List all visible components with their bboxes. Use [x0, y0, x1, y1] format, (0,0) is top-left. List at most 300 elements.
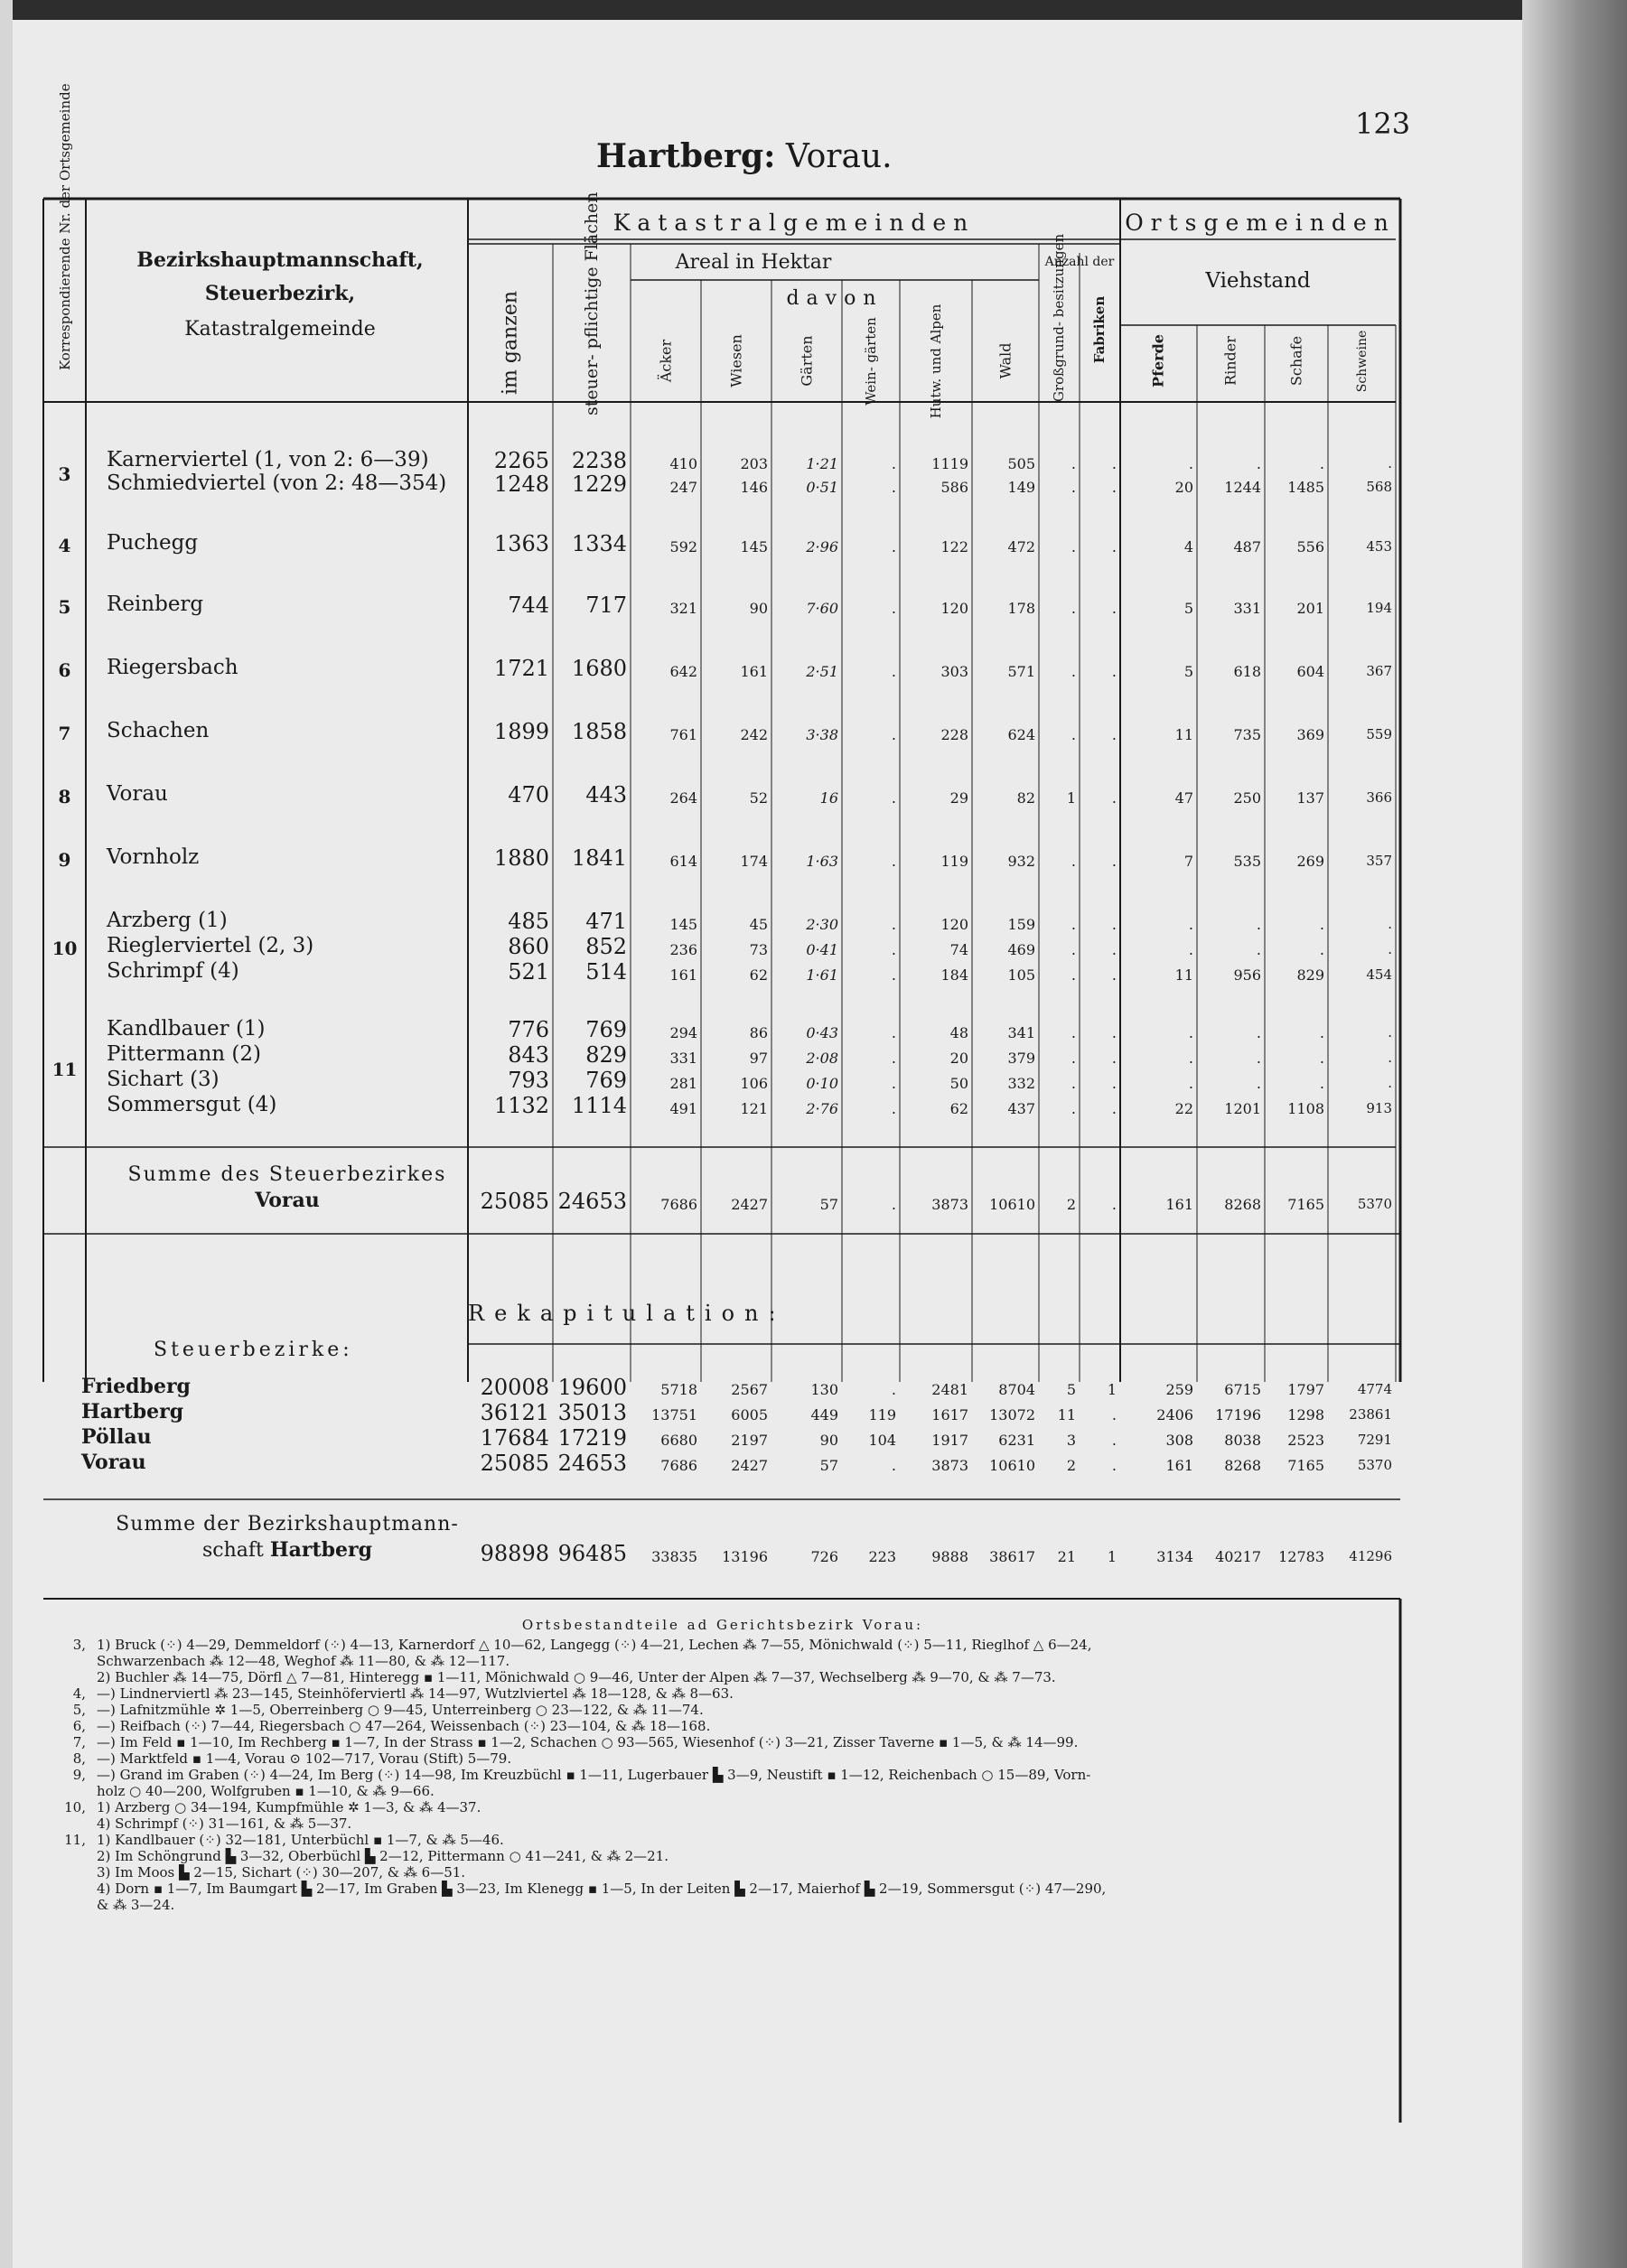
rekap-cell: 2406	[1156, 1406, 1193, 1423]
note-line	[50, 1734, 1396, 1750]
summe-cell: .	[1111, 1196, 1117, 1213]
bh-cell: 33835	[651, 1548, 697, 1565]
wald-header: Wald	[996, 342, 1015, 379]
table-cell: 472	[1007, 538, 1035, 555]
rekap-cell: 5718	[660, 1381, 697, 1398]
table-cell: .	[891, 726, 896, 743]
bh-label-2	[107, 1538, 468, 1562]
table-cell: 521	[508, 959, 549, 985]
table-cell: 1244	[1224, 479, 1261, 496]
table-cell: 178	[1007, 600, 1035, 617]
note-line	[50, 1783, 1396, 1799]
rekap-cell: 90	[819, 1432, 838, 1449]
rekap-cell: 7165	[1287, 1457, 1324, 1474]
table-cell: .	[1256, 916, 1261, 933]
weingaerten-header: Wein- gärten	[863, 317, 879, 406]
table-cell: .	[1111, 1100, 1117, 1117]
table-cell: 485	[508, 909, 549, 934]
rekap-cell: 23861	[1349, 1406, 1392, 1423]
table-cell: 717	[585, 593, 627, 618]
table-cell: .	[1111, 941, 1117, 958]
rekap-cell: 3873	[931, 1457, 968, 1474]
table-cell: 86	[749, 1024, 768, 1041]
note-line	[50, 1750, 1396, 1767]
table-cell: 161	[669, 966, 697, 984]
table-cell: 62	[949, 1100, 968, 1117]
table-cell: 122	[940, 538, 968, 555]
table-cell: .	[1188, 1075, 1193, 1092]
davon-header: davon	[786, 287, 884, 310]
table-cell: 11	[1174, 726, 1193, 743]
im-ganzen-header: im ganzen	[499, 290, 522, 395]
table-cell: .	[1319, 1050, 1324, 1067]
schweine-header: Schweine	[1355, 330, 1370, 392]
rekap-cell: 35013	[557, 1400, 627, 1425]
table-cell: 332	[1007, 1075, 1035, 1092]
table-cell: 556	[1296, 538, 1324, 555]
table-cell: .	[891, 1100, 896, 1117]
note-key: 3,	[72, 1637, 86, 1653]
table-cell: .	[891, 1024, 896, 1041]
table-cell: 1363	[493, 531, 549, 556]
row-nr: 3	[58, 463, 71, 485]
rekap-cell: 17684	[480, 1425, 549, 1451]
rekap-cell: 19600	[557, 1375, 627, 1400]
table-cell: 20	[1174, 479, 1193, 496]
table-cell: .	[891, 853, 896, 870]
rekap-cell: 1617	[931, 1406, 968, 1423]
table-cell: 161	[740, 663, 768, 680]
table-cell: 860	[508, 934, 549, 959]
bezirk-header-2: Steuerbezirk,	[204, 282, 356, 305]
note-line	[50, 1881, 1396, 1897]
note-line	[50, 1685, 1396, 1702]
table-cell: 2·76	[806, 1100, 838, 1117]
table-cell: .	[1071, 1024, 1076, 1041]
rekap-cell: 11	[1057, 1406, 1076, 1423]
table-cell: .	[1071, 1050, 1076, 1067]
table-cell: 50	[949, 1075, 968, 1092]
table-cell: 242	[740, 726, 768, 743]
table-cell: .	[1111, 966, 1117, 984]
footnotes	[50, 1617, 1396, 1913]
note-line	[50, 1767, 1396, 1783]
rekap-cell: .	[891, 1381, 896, 1398]
summe-cell: 10610	[989, 1196, 1035, 1213]
rekap-cell: 20008	[480, 1375, 549, 1400]
table-cell: 1119	[931, 455, 968, 472]
steuer-header: steuer- pflichtige Flächen	[582, 191, 602, 415]
rekap-cell: 13751	[651, 1406, 697, 1423]
rekap-cell: 161	[1165, 1457, 1193, 1474]
orts-header: Ortsgemeinden	[1125, 210, 1396, 236]
table-cell: 1132	[493, 1093, 549, 1118]
note-line	[50, 1669, 1396, 1685]
rekap-cell: 3	[1066, 1432, 1076, 1449]
note-line	[50, 1653, 1396, 1669]
bh-cell: 41296	[1349, 1548, 1392, 1564]
table-cell: .	[1388, 1050, 1392, 1066]
summe-cell: 7165	[1287, 1196, 1324, 1213]
table-cell: .	[1388, 455, 1392, 471]
bh-cell: 1	[1107, 1548, 1117, 1565]
table-cell: 146	[740, 479, 768, 496]
korr-nr-header: Korrespondierende Nr. der Ortsgemeinde	[57, 83, 73, 370]
table-cell: .	[1388, 1024, 1392, 1041]
rekap-cell: 17196	[1215, 1406, 1261, 1423]
table-cell: 1841	[571, 845, 627, 871]
rekap-cell: 13072	[989, 1406, 1035, 1423]
table-cell: 47	[1174, 789, 1193, 807]
rekap-cell: 1	[1107, 1381, 1117, 1398]
bh-cell: 98898	[480, 1541, 549, 1566]
table-cell: .	[1071, 600, 1076, 617]
table-cell: 829	[585, 1042, 627, 1068]
note-key: 9,	[72, 1767, 86, 1783]
table-cell: 48	[949, 1024, 968, 1041]
note-text: holz ○ 40—200, Wolfgruben ▪ 1—10, & ⁂ 9—66.	[97, 1783, 435, 1799]
table-cell: .	[1188, 1050, 1193, 1067]
hutw-header: Hutw. und Alpen	[928, 303, 944, 419]
table-cell: 586	[940, 479, 968, 496]
note-text: 1) Arzberg ○ 34—194, Kumpfmühle ✲ 1—3, & ⁂ 4—37.	[97, 1799, 482, 1815]
table-cell: 843	[508, 1042, 549, 1068]
note-key: 4,	[72, 1685, 86, 1702]
table-cell: 614	[669, 853, 697, 870]
row-name: Schrimpf (4)	[107, 959, 239, 983]
grossgrund-header: Großgrund- besitzungen	[1051, 233, 1067, 402]
table-cell: 264	[669, 789, 697, 807]
note-line	[50, 1718, 1396, 1734]
note-key: 5,	[72, 1702, 86, 1718]
table-cell: 491	[669, 1100, 697, 1117]
table-cell: 471	[585, 909, 627, 934]
table-cell: 119	[940, 853, 968, 870]
table-cell: 121	[740, 1100, 768, 1117]
table-cell: .	[1319, 941, 1324, 958]
table-cell: .	[1111, 1050, 1117, 1067]
table-cell: 303	[940, 663, 968, 680]
table-cell: 1858	[571, 719, 627, 744]
page-number: 123	[1355, 107, 1411, 141]
table-cell: 366	[1366, 789, 1392, 806]
table-cell: .	[1188, 916, 1193, 933]
bh-cell: 38617	[989, 1548, 1035, 1565]
table-cell: .	[1071, 455, 1076, 472]
row-name: Vornholz	[107, 845, 200, 869]
table-cell: 1108	[1287, 1100, 1324, 1117]
table-cell: .	[1111, 455, 1117, 472]
table-cell: .	[1319, 1024, 1324, 1041]
rekap-cell: 1298	[1287, 1406, 1324, 1423]
table-cell: 149	[1007, 479, 1035, 496]
summe-cell: 8268	[1224, 1196, 1261, 1213]
row-name: Rieglerviertel (2, 3)	[107, 934, 314, 957]
table-cell: .	[1071, 916, 1076, 933]
table-cell: 0·10	[806, 1075, 838, 1092]
table-cell: 443	[585, 782, 627, 807]
table-cell: 1·63	[806, 853, 838, 870]
row-name: Schachen	[107, 719, 210, 742]
summe-cell: 5370	[1357, 1196, 1392, 1212]
table-cell: 20	[949, 1050, 968, 1067]
table-cell: .	[891, 789, 896, 807]
rekap-cell: 6005	[731, 1406, 768, 1423]
table-cell: 120	[940, 916, 968, 933]
table-cell: .	[1071, 1075, 1076, 1092]
rekap-cell: 57	[819, 1457, 838, 1474]
row-name: Vorau	[107, 782, 168, 806]
table-cell: 105	[1007, 966, 1035, 984]
row-nr: 11	[51, 1059, 78, 1080]
rekap-cell: 104	[868, 1432, 896, 1449]
table-cell: 642	[669, 663, 697, 680]
note-key: 10,	[64, 1799, 86, 1815]
table-cell: 159	[1007, 916, 1035, 933]
row-name: Pittermann (2)	[107, 1042, 261, 1066]
table-cell: 74	[949, 941, 968, 958]
table-cell: .	[1071, 479, 1076, 496]
table-cell: .	[1256, 1050, 1261, 1067]
bh-cell: 21	[1057, 1548, 1076, 1565]
rekap-name: Vorau	[81, 1451, 146, 1474]
table-cell: .	[1071, 726, 1076, 743]
table-cell: 203	[740, 455, 768, 472]
table-cell: 769	[585, 1017, 627, 1042]
table-cell: 793	[508, 1068, 549, 1093]
table-cell: 735	[1233, 726, 1261, 743]
table-cell: 5	[1183, 663, 1193, 680]
table-cell: 0·41	[806, 941, 838, 958]
table-cell: 45	[749, 916, 768, 933]
rekap-cell: .	[1111, 1432, 1117, 1449]
bh-cell: 96485	[557, 1541, 627, 1566]
table-cell: 1·21	[806, 455, 838, 472]
table-cell: 236	[669, 941, 697, 958]
row-nr: 10	[51, 938, 78, 959]
table-cell: .	[891, 1050, 896, 1067]
schafe-header: Schafe	[1287, 336, 1305, 387]
bh-cell: 3134	[1156, 1548, 1193, 1565]
table-cell: 145	[669, 916, 697, 933]
table-cell: .	[1188, 1024, 1193, 1041]
note-line	[50, 1848, 1396, 1864]
table-cell: 505	[1007, 455, 1035, 472]
bh-cell: 13196	[722, 1548, 768, 1565]
areal-header: Areal in Hektar	[675, 251, 832, 274]
table-cell: 201	[1296, 600, 1324, 617]
rekap-cell: 6715	[1224, 1381, 1261, 1398]
bh-cell: 223	[868, 1548, 896, 1565]
rekap-title: Rekapitulation:	[468, 1301, 786, 1326]
rekap-cell: 1797	[1287, 1381, 1324, 1398]
table-cell: .	[1319, 916, 1324, 933]
table-cell: 269	[1296, 853, 1324, 870]
note-line	[50, 1897, 1396, 1913]
rekap-cell: 130	[810, 1381, 838, 1398]
table-cell: 367	[1366, 663, 1392, 679]
rekap-cell: 2427	[731, 1457, 768, 1474]
row-nr: 5	[58, 596, 71, 618]
table-cell: .	[891, 916, 896, 933]
summe-cell: 57	[819, 1196, 838, 1213]
bh-label-1: Summe der Bezirkshauptmann-	[116, 1513, 459, 1535]
rekap-cell: 25085	[480, 1451, 549, 1476]
table-cell: .	[1071, 853, 1076, 870]
table-cell: 2·30	[806, 916, 838, 933]
bh-cell: 12783	[1278, 1548, 1324, 1565]
table-cell: .	[891, 455, 896, 472]
note-text: 4) Dorn ▪ 1—7, Im Baumgart ▙ 2—17, Im Graben ▙ 3—23, Im Klenegg ▪ 1—5, In der Leiten ▙ 2—17, Maierhof ▙ 2—19, Sommersgut (⁘) 47—290,	[97, 1881, 1107, 1897]
rekap-cell: 7686	[660, 1457, 697, 1474]
row-nr: 7	[58, 723, 71, 744]
note-line	[50, 1702, 1396, 1718]
note-key: 7,	[72, 1734, 86, 1750]
table-cell: 932	[1007, 853, 1035, 870]
table-cell: 469	[1007, 941, 1035, 958]
note-text: 3) Im Moos ▙ 2—15, Sichart (⁘) 30—207, & ⁂ 6—51.	[97, 1864, 466, 1881]
table-cell: 281	[669, 1075, 697, 1092]
bh-label-2a: schaft	[201, 1539, 270, 1562]
table-cell: .	[1111, 789, 1117, 807]
table-cell: .	[1111, 1075, 1117, 1092]
rekap-cell: 308	[1165, 1432, 1193, 1449]
page-title: Hartberg: Vorau.	[596, 137, 893, 175]
table-cell: 3·38	[806, 726, 838, 743]
rekap-cell: 2	[1066, 1457, 1076, 1474]
rinder-header: Rinder	[1221, 336, 1239, 387]
table-cell: 184	[940, 966, 968, 984]
rekap-cell: .	[1111, 1406, 1117, 1423]
table-cell: 52	[749, 789, 768, 807]
note-text: 1) Kandlbauer (⁘) 32—181, Unterbüchl ▪ 1—7, & ⁂ 5—46.	[97, 1832, 504, 1848]
rekap-cell: 17219	[557, 1425, 627, 1451]
note-line	[50, 1799, 1396, 1815]
table-cell: 1248	[493, 471, 549, 497]
table-cell: 321	[669, 600, 697, 617]
table-cell: .	[1256, 1024, 1261, 1041]
summe-cell: 3873	[931, 1196, 968, 1213]
note-line	[50, 1864, 1396, 1881]
table-cell: .	[1111, 853, 1117, 870]
bezirk-header-1: Bezirkshauptmannschaft,	[136, 248, 424, 272]
table-cell: .	[891, 941, 896, 958]
row-nr: 8	[58, 786, 71, 807]
table-cell: 331	[1233, 600, 1261, 617]
table-cell: 11	[1174, 966, 1193, 984]
table-cell: 247	[669, 479, 697, 496]
summe-label-2: Vorau	[255, 1189, 320, 1212]
rekap-cell: 2567	[731, 1381, 768, 1398]
table-cell: 7·60	[806, 600, 838, 617]
table-cell: 624	[1007, 726, 1035, 743]
row-name: Karnerviertel (1, von 2: 6—39)	[107, 448, 429, 471]
bh-label-2b: Hartberg	[269, 1538, 373, 1562]
table-cell: 769	[585, 1068, 627, 1093]
table-cell: 5	[1183, 600, 1193, 617]
table-cell: .	[1071, 663, 1076, 680]
row-name: Sommersgut (4)	[107, 1093, 277, 1116]
rekap-cell: 8268	[1224, 1457, 1261, 1474]
wiesen-header: Wiesen	[727, 334, 745, 388]
table-cell: .	[891, 479, 896, 496]
table-cell: 145	[740, 538, 768, 555]
table-cell: 2238	[571, 448, 627, 473]
table-cell: .	[891, 1075, 896, 1092]
rekap-cell: 1917	[931, 1432, 968, 1449]
table-cell: 341	[1007, 1024, 1035, 1041]
table-cell: 618	[1233, 663, 1261, 680]
table-cell: .	[1071, 941, 1076, 958]
table-cell: 1	[1066, 789, 1076, 807]
table-cell: 90	[749, 600, 768, 617]
table-cell: 174	[740, 853, 768, 870]
table-cell: 410	[669, 455, 697, 472]
note-text: —) Grand im Graben (⁘) 4—24, Im Berg (⁘) 14—98, Im Kreuzbüchl ▪ 1—11, Lugerbauer ▙ 3—9, Neustift ▪ 1—12, Reichenbach ○ 15—89, Vorn-	[97, 1767, 1091, 1783]
rekap-cell: 2197	[731, 1432, 768, 1449]
table-cell: 2·08	[806, 1050, 838, 1067]
table-cell: 1·61	[806, 966, 838, 984]
rekap-cell: .	[891, 1457, 896, 1474]
rekap-cell: 2481	[931, 1381, 968, 1398]
table-cell: 2265	[493, 448, 549, 473]
note-text: 1) Bruck (⁘) 4—29, Demmeldorf (⁘) 4—13, Karnerdorf △ 10—62, Langegg (⁘) 4—21, Lechen ⁂ 7—55, Mönichwald (⁘) 5—11, Rieglhof △ 6—24,	[97, 1637, 1092, 1653]
table-cell: .	[1111, 916, 1117, 933]
table-cell: 369	[1296, 726, 1324, 743]
rekap-cell: 259	[1165, 1381, 1193, 1398]
table-cell: .	[1111, 1024, 1117, 1041]
rekap-cell: 2523	[1287, 1432, 1324, 1449]
row-name: Schmiedviertel (von 2: 48—354)	[107, 471, 447, 495]
summe-cell: 24653	[557, 1189, 627, 1214]
table-cell: 514	[585, 959, 627, 985]
table-cell: .	[1111, 600, 1117, 617]
table-cell: .	[1319, 455, 1324, 472]
rekap-cell: 7291	[1357, 1432, 1392, 1448]
row-name: Arzberg (1)	[107, 909, 228, 932]
table-cell: 2·96	[806, 538, 838, 555]
table-cell: .	[1256, 1075, 1261, 1092]
table-cell: 437	[1007, 1100, 1035, 1117]
rekap-cell: 4774	[1357, 1381, 1392, 1397]
table-cell: 357	[1366, 853, 1392, 869]
table-cell: .	[1111, 663, 1117, 680]
rekap-name: Hartberg	[81, 1400, 184, 1423]
table-cell: .	[1388, 941, 1392, 957]
pferde-header: Pferde	[1149, 334, 1167, 388]
table-cell: .	[1111, 479, 1117, 496]
table-cell: 913	[1366, 1100, 1392, 1116]
table-cell: 487	[1233, 538, 1261, 555]
note-text: —) Reifbach (⁘) 7—44, Riegersbach ○ 47—264, Weissenbach (⁘) 23—104, & ⁂ 18—168.	[97, 1718, 711, 1734]
table-cell: .	[1256, 941, 1261, 958]
table-cell: 4	[1183, 538, 1193, 555]
katastral-header: Katastralgemeinden	[612, 210, 976, 236]
note-text: 4) Schrimpf (⁘) 31—161, & ⁂ 5—37.	[97, 1815, 352, 1832]
bh-cell: 9888	[931, 1548, 968, 1565]
table-cell: .	[1111, 726, 1117, 743]
row-nr: 6	[58, 659, 71, 681]
table-cell: 97	[749, 1050, 768, 1067]
table-cell: 29	[949, 789, 968, 807]
summe-cell: 161	[1165, 1196, 1193, 1213]
note-key: 6,	[72, 1718, 86, 1734]
note-text: 2) Im Schöngrund ▙ 3—32, Oberbüchl ▙ 2—12, Pittermann ○ 41—241, & ⁂ 2—21.	[97, 1848, 669, 1864]
table-cell: 454	[1366, 966, 1392, 983]
gaerten-header: Gärten	[798, 335, 816, 387]
rekap-cell: 10610	[989, 1457, 1035, 1474]
table-cell: .	[891, 538, 896, 555]
